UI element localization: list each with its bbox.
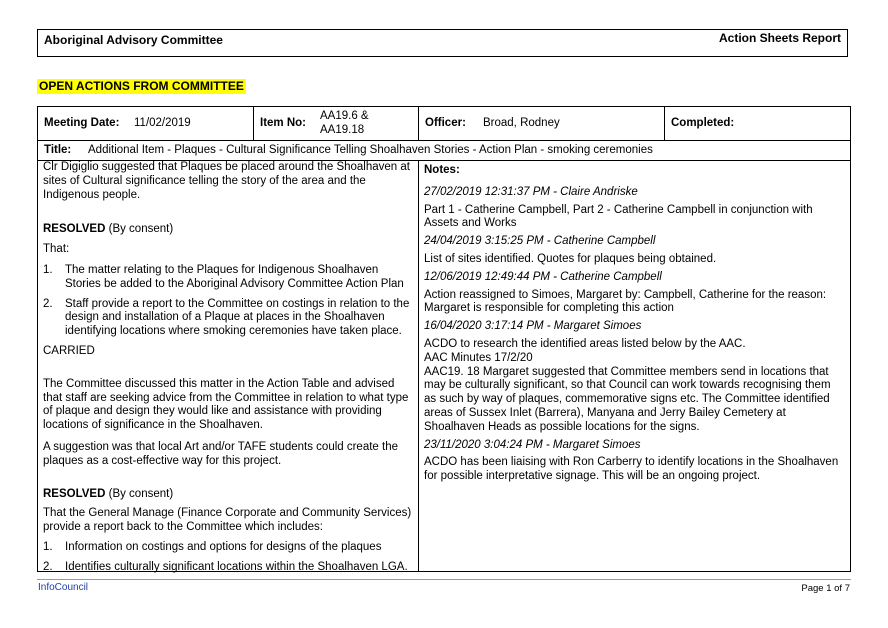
officer-label: Officer: xyxy=(425,117,466,129)
intro-paragraph: Clr Digiglio suggested that Plaques be placed around the Shoalhaven at sites of Cultural significance telling the story of the area and the Indigenous people. xyxy=(43,161,410,201)
item-no-label: Item No: xyxy=(260,117,306,129)
list-item xyxy=(43,541,413,555)
action-sheet-table xyxy=(37,106,851,572)
suggestion-paragraph: A suggestion was that local Art and/or TAFE students could create the plaques as a cost-effective way for this project. xyxy=(43,440,399,467)
list-text: The matter relating to the Plaques for Indigenous Shoalhaven Stories be added to the Aboriginal Advisory Committee Action Plan xyxy=(65,263,404,290)
resolved-bold-1: RESOLVED xyxy=(43,223,106,236)
title-label: Title: xyxy=(44,144,72,156)
footer-brand: InfoCouncil xyxy=(38,582,89,593)
title-text: Additional Item - Plaques - Cultural Significance Telling Shoalhaven Stories - Action Plan - smoking ceremonies xyxy=(88,144,653,156)
list-item xyxy=(43,298,413,339)
note-date: 27/02/2019 12:31:37 PM - Claire Andriske xyxy=(424,185,638,198)
footer-divider xyxy=(37,579,851,580)
item-no-line2: AA19.18 xyxy=(320,123,365,136)
meeting-date-cell xyxy=(38,107,254,140)
item-no-cell xyxy=(254,107,419,140)
completed-cell xyxy=(665,107,850,140)
gm-report-paragraph: That the General Manage (Finance Corporate and Community Services) provide a report back to the Committee which includes: xyxy=(43,507,412,534)
that-label: That: xyxy=(43,243,70,256)
resolved-rest-1: (By consent) xyxy=(105,223,174,236)
officer-value: Broad, Rodney xyxy=(483,117,560,129)
title-row xyxy=(38,141,850,161)
resolution-column xyxy=(38,161,419,571)
note-date: 12/06/2019 12:49:44 PM - Catherine Campbell xyxy=(424,270,662,283)
item-no-line1: AA19.6 & xyxy=(320,110,369,122)
meta-row xyxy=(38,107,850,141)
completed-label: Completed: xyxy=(671,117,735,129)
officer-cell xyxy=(419,107,665,140)
list-text: Information on costings and options for designs of the plaques xyxy=(65,540,382,553)
note-text: Action reassigned to Simoes, Margaret by: Campbell, Catherine for the reason: Margaret is responsible for completing this action xyxy=(424,288,827,315)
note-date: 16/04/2020 3:17:14 PM - Margaret Simoes xyxy=(424,320,642,333)
section-title: OPEN ACTIONS FROM COMMITTEE xyxy=(39,79,244,93)
resolved-heading-1 xyxy=(43,223,413,237)
page-number: Page 1 of 7 xyxy=(801,583,850,594)
note-text: Part 1 - Catherine Campbell, Part 2 - Catherine Campbell in conjunction with Assets and Works xyxy=(424,203,813,230)
note-text: AAC Minutes 17/2/20 xyxy=(424,351,533,364)
note-text: ACDO to research the identified areas listed below by the AAC. xyxy=(424,337,746,350)
report-header xyxy=(37,29,848,57)
list-item xyxy=(43,264,413,292)
note-date: 23/11/2020 3:04:24 PM - Margaret Simoes xyxy=(424,438,641,451)
report-type: Action Sheets Report xyxy=(718,31,841,45)
list-number: 1. xyxy=(43,263,53,276)
list-item xyxy=(43,561,413,575)
list-text: Identifies culturally significant locations within the Shoalhaven LGA. xyxy=(65,560,408,573)
list-number: 1. xyxy=(43,540,53,553)
notes-label: Notes: xyxy=(424,164,460,176)
meeting-date-label: Meeting Date: xyxy=(44,117,120,129)
note-text: List of sites identified. Quotes for plaques being obtained. xyxy=(424,252,717,265)
resolved-rest-2: (By consent) xyxy=(105,487,174,500)
notes-column xyxy=(419,161,850,571)
meeting-date-value: 11/02/2019 xyxy=(134,117,191,129)
resolved-bold-2: RESOLVED xyxy=(43,487,106,500)
list-number: 2. xyxy=(43,297,53,310)
committee-name: Aboriginal Advisory Committee xyxy=(44,33,223,47)
carried-text: CARRIED xyxy=(43,344,95,357)
note-text: AAC19. 18 Margaret suggested that Committee members send in locations that may be culturally significant, so that Council can work towards recognising them as such by way of plaques, commemorative signs etc. The Committee identified areas of Sussex Inlet (Barrera), Manyana and Jerry Bailey Cemetery at Shoalhaven Heads as possible locations for the signs. xyxy=(424,365,831,433)
discussion-paragraph: The Committee discussed this matter in the Action Table and advised that staff are seeking advice from the Committee in relation to what type of plaque and design they would like and assistance with providing locations of significance in the Shoalhaven. xyxy=(43,377,409,432)
resolved-heading-2 xyxy=(43,488,413,502)
item-no-value xyxy=(320,110,369,138)
note-text: ACDO has been liaising with Ron Carberry to identify locations in the Shoalhaven for possible interpretative signage. This will be an ongoing project. xyxy=(424,456,839,483)
list-text: Staff provide a report to the Committee on costings in relation to the design and installation of a Plaque at places in the Shoalhaven identifying locations where smoking ceremonies have taken place. xyxy=(65,297,410,338)
list-number: 2. xyxy=(43,560,53,573)
note-date: 24/04/2019 3:15:25 PM - Catherine Campbell xyxy=(424,235,656,248)
